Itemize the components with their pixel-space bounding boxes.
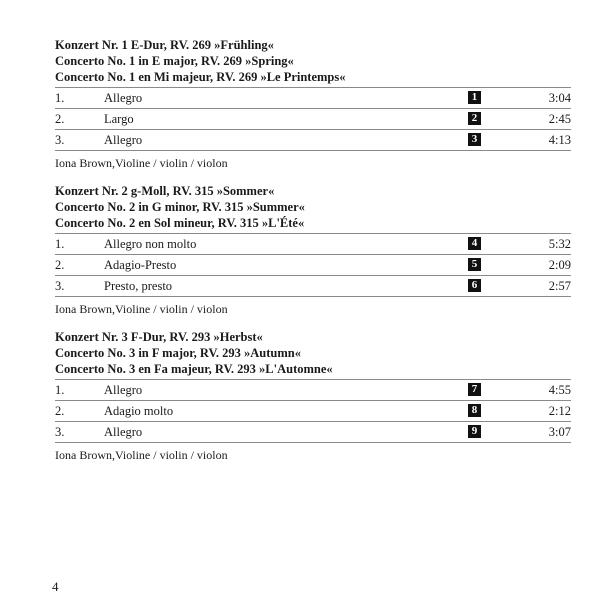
movement-number: 1. [55,237,65,251]
performer-credit: Iona Brown,Violine / violin / violon [55,302,228,316]
track-number-badge: 1 [468,91,481,104]
movement-number: 1. [55,91,65,105]
movement-tempo: Allegro [104,383,143,397]
movement-number: 2. [55,258,65,272]
movement-tempo: Adagio-Presto [104,258,177,272]
track-duration: 2:12 [548,404,571,418]
track-row [55,400,571,421]
track-list [55,87,571,151]
track-row [55,254,571,275]
track-number-badge: 2 [468,112,481,125]
track-duration: 2:09 [548,258,571,272]
concerto-title-english: Concerto No. 3 in F major, RV. 293 »Autumn« [55,346,301,360]
track-duration: 4:55 [548,383,571,397]
performer-credit: Iona Brown,Violine / violin / violon [55,156,228,170]
track-number-badge: 7 [468,383,481,396]
track-number-badge: 9 [468,425,481,438]
movement-tempo: Allegro [104,425,143,439]
concerto-2-block [55,183,571,316]
movement-number: 1. [55,383,65,397]
performer-credit: Iona Brown,Violine / violin / violon [55,448,228,462]
movement-tempo: Allegro [104,91,143,105]
track-list [55,233,571,297]
movement-number: 3. [55,425,65,439]
track-duration: 2:57 [548,279,571,293]
concerto-title-french: Concerto No. 1 en Mi majeur, RV. 269 »Le Printemps« [55,70,346,84]
track-duration: 5:32 [548,237,571,251]
track-row [55,379,571,400]
track-row [55,421,571,443]
track-list [55,379,571,443]
movement-tempo: Allegro non molto [104,237,197,251]
track-row [55,108,571,129]
page-number: 4 [52,579,59,594]
track-number-badge: 5 [468,258,481,271]
track-duration: 3:07 [548,425,571,439]
concerto-title-english: Concerto No. 2 in G minor, RV. 315 »Summer« [55,200,305,214]
concerto-title-german: Konzert Nr. 2 g-Moll, RV. 315 »Sommer« [55,184,275,198]
movement-number: 2. [55,404,65,418]
movement-number: 2. [55,112,65,126]
concerto-title-english: Concerto No. 1 in E major, RV. 269 »Spring« [55,54,294,68]
track-number-badge: 4 [468,237,481,250]
concerto-title-french: Concerto No. 3 en Fa majeur, RV. 293 »L'Automne« [55,362,333,376]
track-row [55,129,571,151]
track-number-badge: 8 [468,404,481,417]
concerto-title-german: Konzert Nr. 1 E-Dur, RV. 269 »Frühling« [55,38,274,52]
concerto-title-french: Concerto No. 2 en Sol mineur, RV. 315 »L'Été« [55,216,305,230]
movement-number: 3. [55,279,65,293]
concerto-1-block [55,37,571,170]
movement-tempo: Adagio molto [104,404,174,418]
movement-tempo: Allegro [104,133,143,147]
track-row [55,233,571,254]
movement-tempo: Largo [104,112,134,126]
track-number-badge: 6 [468,279,481,292]
track-duration: 3:04 [548,91,571,105]
concerto-3-block [55,329,571,462]
track-duration: 2:45 [548,112,571,126]
track-duration: 4:13 [548,133,571,147]
track-number-badge: 3 [468,133,481,146]
movement-tempo: Presto, presto [104,279,173,293]
track-row [55,275,571,297]
track-row [55,87,571,108]
movement-number: 3. [55,133,65,147]
concerto-title-german: Konzert Nr. 3 F-Dur, RV. 293 »Herbst« [55,330,263,344]
